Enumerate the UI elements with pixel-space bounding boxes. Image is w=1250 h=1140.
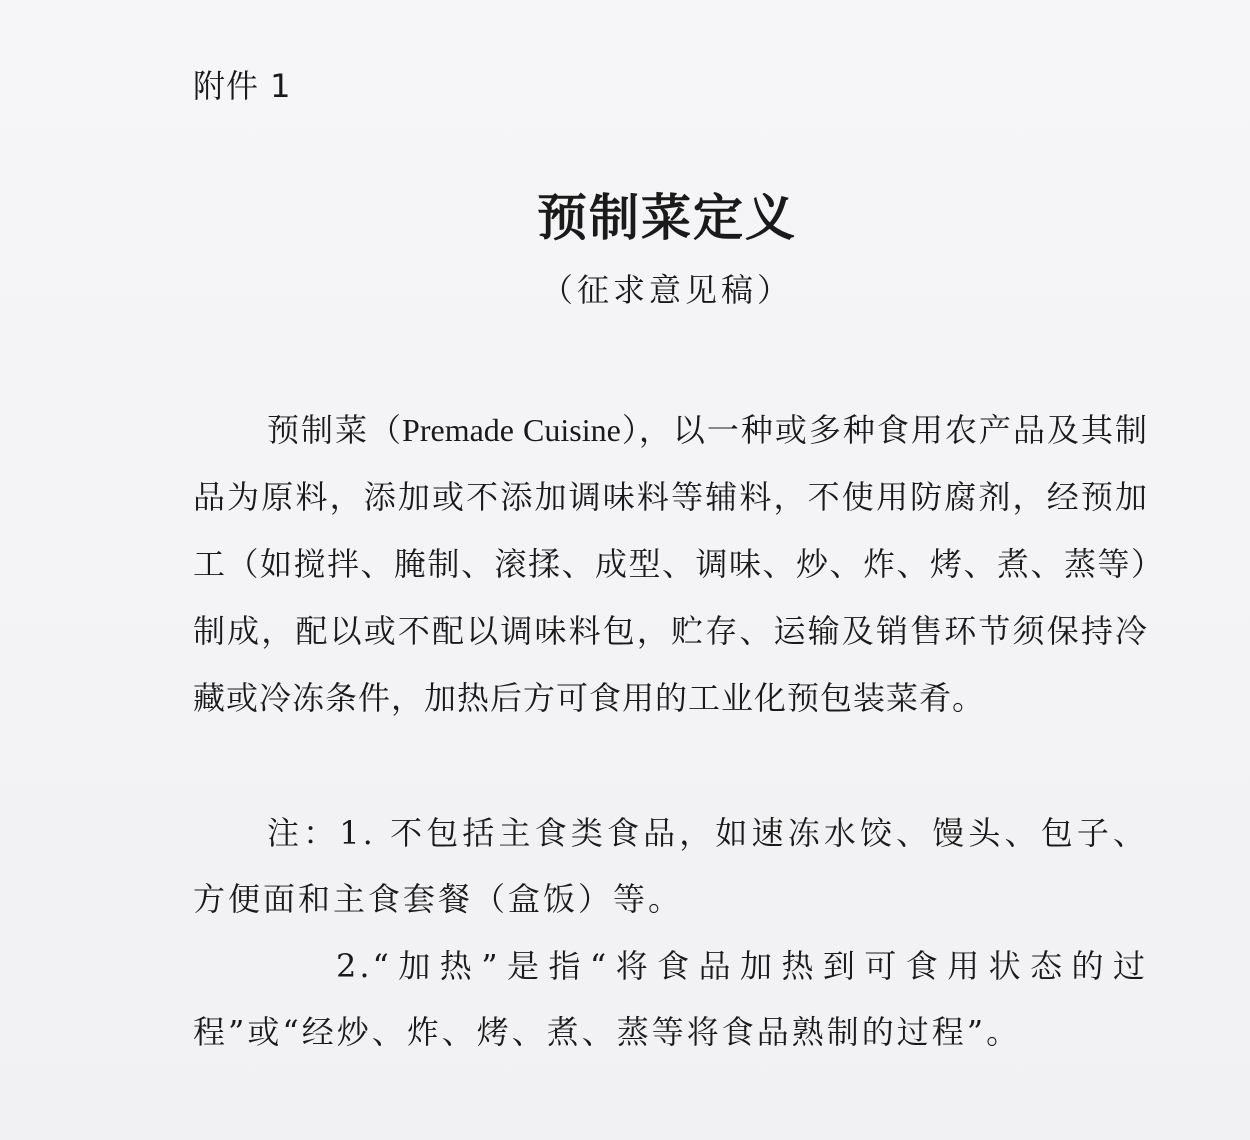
document-subtitle: （征求意见稿） — [540, 271, 793, 309]
document-title: 预制菜定义 — [537, 188, 797, 247]
definition-english-term: （Premade Cuisine） — [369, 412, 639, 448]
definition-term: 预制菜 — [267, 411, 370, 449]
definition-text: ，以一种或多种食用农产品及其制品为原料，添加或不添加调味料等辅料，不使用防腐剂，经预加工（如搅拌、腌制、滚揉、成型、调味、炒、炸、烤、煮、蒸等）制成，配以或不配以调味料包，贮存、运输及销售环节须保持冷藏或冷冻条件，加热后方可食用的工业化预包装菜肴。 — [193, 411, 1148, 717]
attachment-label: 附件 1 — [193, 67, 292, 105]
definition-paragraph — [193, 397, 1148, 732]
note-1: 注：1. 不包括主食类食品，如速冻水饺、馒头、包子、方便面和主食套餐（盒饭）等。 — [193, 814, 1148, 918]
note-2: 2.“加热”是指“将食品加热到可食用状态的过程”或“经炒、炸、烤、煮、蒸等将食品熟制的过程”。 — [193, 947, 1148, 1051]
